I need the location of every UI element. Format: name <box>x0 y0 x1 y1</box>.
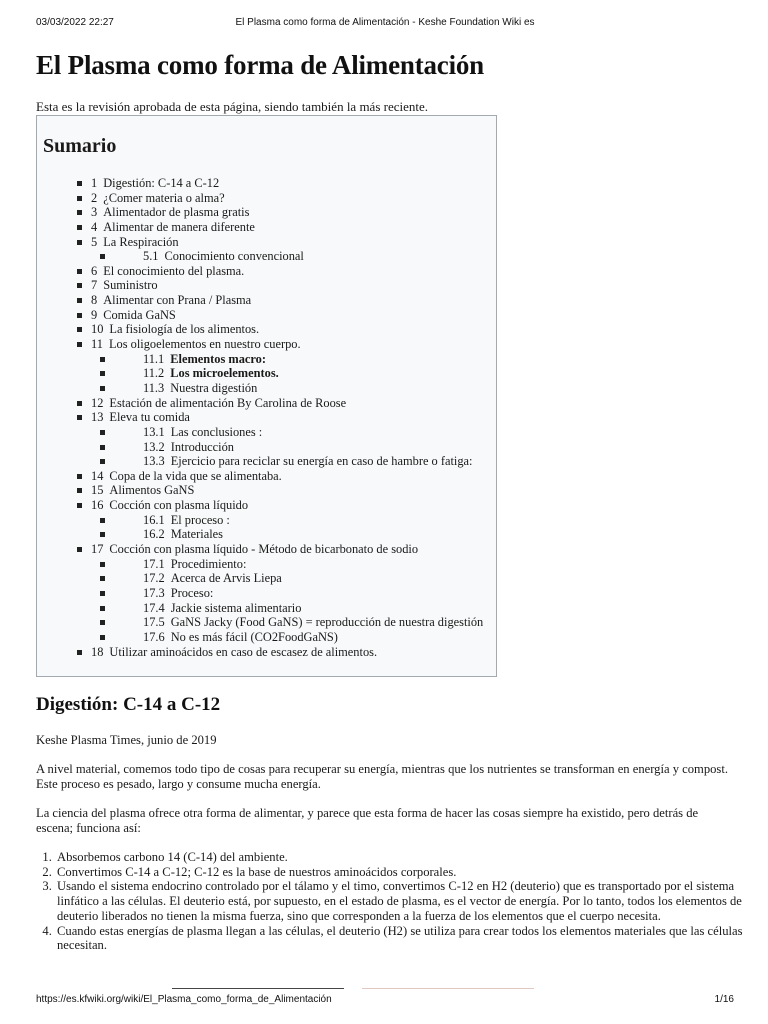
toc-item[interactable] <box>37 469 496 484</box>
toc-item-number: 4 <box>91 219 98 234</box>
toc-item[interactable] <box>37 542 496 557</box>
table-of-contents <box>36 115 497 677</box>
toc-title: Sumario <box>43 135 117 157</box>
toc-item[interactable] <box>37 586 496 601</box>
toc-item-label: Materiales <box>170 527 223 542</box>
toc-item-number: 17.1 <box>143 556 165 571</box>
toc-item-number: 17 <box>91 542 104 557</box>
toc-item-label: Alimentar de manera diferente <box>103 219 255 234</box>
toc-item-number: 17.5 <box>143 615 165 630</box>
toc-item-label: Procedimiento: <box>170 556 247 571</box>
toc-item[interactable] <box>37 191 496 206</box>
page-number: 1/16 <box>714 994 734 1005</box>
toc-item[interactable] <box>37 366 496 381</box>
toc-item-label: Los microelementos. <box>170 366 279 381</box>
toc-item-label: Alimentos GaNS <box>109 483 195 498</box>
print-header <box>36 17 734 31</box>
toc-item-label: Ejercicio para reciclar su energía en caso de hambre o fatiga: <box>170 454 473 469</box>
toc-item-number: 1 <box>91 176 98 190</box>
toc-item[interactable] <box>37 249 496 264</box>
toc-item-number: 6 <box>91 263 98 278</box>
toc-item-label: Introducción <box>170 439 234 454</box>
toc-item-number: 3 <box>91 205 98 220</box>
toc-item-number: 5.1 <box>143 249 159 264</box>
toc-item[interactable] <box>37 527 496 542</box>
toc-item-label: Elementos macro: <box>170 351 267 366</box>
toc-item-label: Alimentador de plasma gratis <box>103 205 250 220</box>
toc-item-label: Las conclusiones : <box>170 424 263 439</box>
toc-item[interactable] <box>37 454 496 469</box>
print-footer <box>36 994 734 1008</box>
toc-item-number: 7 <box>91 278 98 293</box>
toc-item[interactable] <box>37 483 496 498</box>
toc-item-label: Estación de alimentación By Carolina de Roose <box>109 395 347 410</box>
toc-item-number: 10 <box>91 322 104 337</box>
toc-item[interactable] <box>37 440 496 455</box>
toc-item-label: Digestión: C-14 a C-12 <box>103 176 220 190</box>
paragraph: La ciencia del plasma ofrece otra forma de alimentar, y parece que esta forma de hacer las cosas siempre ha existido, pero detrás de escena; funciona así: <box>36 806 699 835</box>
toc-item[interactable] <box>37 425 496 440</box>
toc-item[interactable] <box>37 645 496 660</box>
footer-divider <box>362 988 534 989</box>
toc-item-number: 14 <box>91 468 104 483</box>
toc-item-number: 13 <box>91 410 104 425</box>
toc-item-label: Eleva tu comida <box>109 410 190 425</box>
toc-item-number: 18 <box>91 644 104 659</box>
print-url: https://es.kfwiki.org/wiki/El_Plasma_como_forma_de_Alimentación <box>36 994 332 1005</box>
revision-note: Esta es la revisión aprobada de esta página, siendo también la más reciente. <box>36 99 429 114</box>
toc-item-label: Copa de la vida que se alimentaba. <box>109 468 282 483</box>
toc-item-label: Conocimiento convencional <box>164 249 304 264</box>
toc-item[interactable] <box>37 601 496 616</box>
toc-item-label: Comida GaNS <box>103 307 176 322</box>
toc-item-number: 16.2 <box>143 527 165 542</box>
toc-item-number: 17.2 <box>143 571 165 586</box>
toc-item[interactable] <box>37 410 496 425</box>
toc-item[interactable] <box>37 220 496 235</box>
toc-item-number: 13.2 <box>143 439 165 454</box>
toc-item-label: Alimentar con Prana / Plasma <box>103 293 252 308</box>
page-title: El Plasma como forma de Alimentación <box>36 50 484 80</box>
toc-item-label: No es más fácil (CO2FoodGaNS) <box>170 629 338 644</box>
toc-item[interactable] <box>37 615 496 630</box>
toc-item-label: El proceso : <box>170 512 230 527</box>
toc-item-label: El conocimiento del plasma. <box>103 263 245 278</box>
toc-item-number: 13.1 <box>143 424 165 439</box>
footer-divider <box>172 988 344 989</box>
toc-item-number: 2 <box>91 190 98 205</box>
toc-item[interactable] <box>37 381 496 396</box>
source-line: Keshe Plasma Times, junio de 2019 <box>36 733 217 747</box>
toc-item[interactable] <box>37 630 496 645</box>
section-heading: Digestión: C-14 a C-12 <box>36 694 221 715</box>
toc-item-number: 9 <box>91 307 98 322</box>
step-item: 3. Usando el sistema endocrino controlado por el tálamo y el timo, convertimos C-12 en H2 (deuterio) que es transportado por el sistema linfático a las células. El deuterio está, por supuesto, en el estado de plasma, es el vector de energía. Por lo tanto, todos los elementos de deuterio liberados no tienen la misma fuerza, sino que corresponden a la fuerza de los elementos que el cuerpo necesita. <box>55 879 750 923</box>
toc-item[interactable] <box>37 205 496 220</box>
toc-item-label: Cocción con plasma líquido <box>109 498 249 513</box>
step-item: 2. Convertimos C-14 a C-12; C-12 es la base de nuestros aminoácidos corporales. <box>55 865 750 880</box>
toc-item-label: Jackie sistema alimentario <box>170 600 302 615</box>
toc-item-label: Proceso: <box>170 585 214 600</box>
step-item: 1. Absorbemos carbono 14 (C-14) del ambiente. <box>55 850 750 865</box>
toc-item-number: 11.1 <box>143 351 165 366</box>
toc-item[interactable] <box>37 337 496 352</box>
toc-item-number: 11.3 <box>143 380 165 395</box>
toc-item-number: 8 <box>91 293 98 308</box>
toc-item-label: ¿Comer materia o alma? <box>103 190 225 205</box>
steps-list <box>36 850 750 953</box>
toc-item-number: 17.6 <box>143 629 165 644</box>
toc-item[interactable] <box>37 571 496 586</box>
toc-item[interactable] <box>37 396 496 411</box>
print-page-title: El Plasma como forma de Alimentación - Keshe Foundation Wiki es <box>235 17 535 28</box>
toc-item[interactable] <box>37 557 496 572</box>
toc-item-number: 13.3 <box>143 454 165 469</box>
paragraph: A nivel material, comemos todo tipo de cosas para recuperar su energía, mientras que los nutrientes se transforman en energía y compost. Este proceso es pesado, largo y consume mucha energía. <box>36 762 728 791</box>
toc-item-label: Utilizar aminoácidos en caso de escasez de alimentos. <box>109 644 378 659</box>
toc-item[interactable] <box>37 308 496 323</box>
toc-item-number: 12 <box>91 395 104 410</box>
toc-item[interactable] <box>37 235 496 250</box>
toc-item[interactable] <box>37 264 496 279</box>
toc-item-label: La Respiración <box>103 234 179 249</box>
toc-item-label: Suministro <box>103 278 158 293</box>
toc-item-label: Nuestra digestión <box>170 380 258 395</box>
toc-item-number: 16.1 <box>143 512 165 527</box>
toc-item-number: 15 <box>91 483 104 498</box>
toc-item-label: Cocción con plasma líquido - Método de bicarbonato de sodio <box>109 542 419 557</box>
print-date: 03/03/2022 22:27 <box>36 17 114 28</box>
step-item: 4. Cuando estas energías de plasma llegan a las células, el deuterio (H2) se utiliza para crear todos los elementos materiales que las células necesitan. <box>55 924 750 953</box>
toc-item-number: 16 <box>91 498 104 513</box>
toc-item[interactable] <box>37 293 496 308</box>
toc-item[interactable] <box>37 513 496 528</box>
toc-item-label: GaNS Jacky (Food GaNS) = reproducción de nuestra digestión <box>170 615 484 630</box>
toc-item-number: 11 <box>91 337 103 352</box>
toc-item[interactable] <box>37 498 496 513</box>
toc-item-label: Los oligoelementos en nuestro cuerpo. <box>108 337 301 352</box>
toc-list <box>37 176 496 659</box>
toc-item[interactable] <box>37 176 496 191</box>
toc-item-number: 17.4 <box>143 600 165 615</box>
toc-item-number: 11.2 <box>143 366 165 381</box>
toc-item-number: 17.3 <box>143 585 165 600</box>
toc-item[interactable] <box>37 352 496 367</box>
toc-item-label: Acerca de Arvis Liepa <box>170 571 282 586</box>
toc-item[interactable] <box>37 278 496 293</box>
toc-item[interactable] <box>37 322 496 337</box>
toc-item-number: 5 <box>91 234 98 249</box>
toc-item-label: La fisiología de los alimentos. <box>109 322 260 337</box>
